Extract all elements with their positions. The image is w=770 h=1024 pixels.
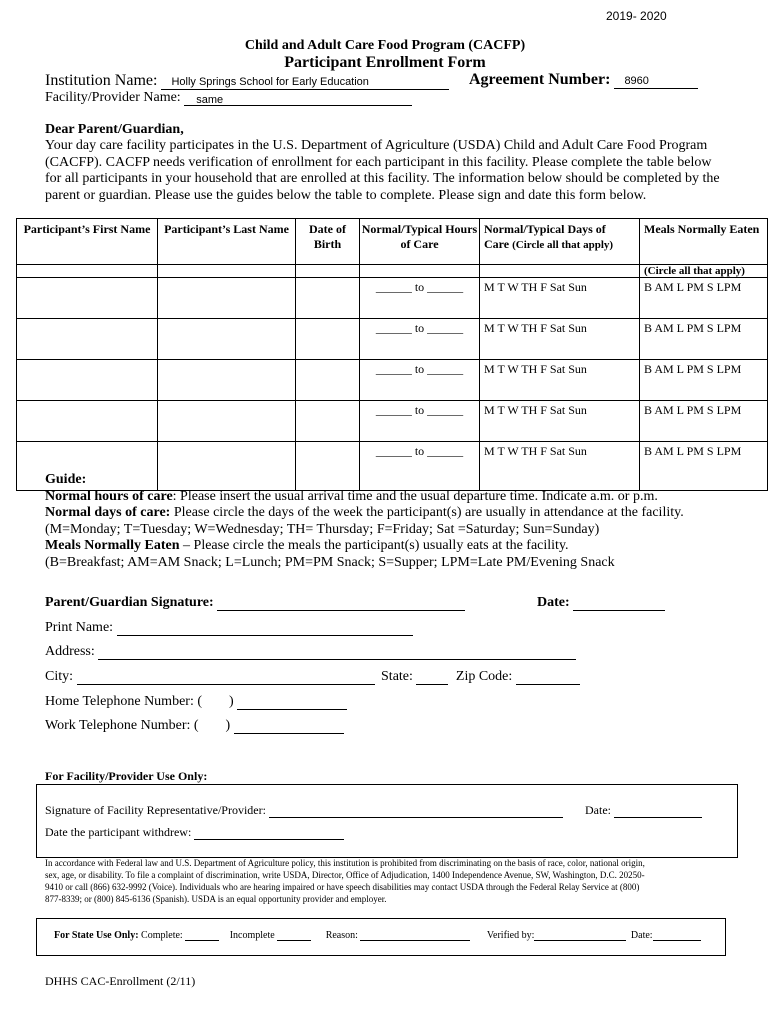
form-title: Participant Enrollment Form [284,54,486,71]
state-reason-label: Reason: [325,930,358,941]
institution-value: Holly Springs School for Early Education [171,76,369,88]
hours-text: ______ to ______ [375,362,464,376]
meals-cell[interactable] [640,360,768,401]
work-phone-row [45,718,344,734]
print-name-row [45,620,413,636]
days-text: M T W TH F Sat Sun [484,362,587,376]
days-cell[interactable] [480,278,640,319]
hours-text: ______ to ______ [375,321,464,335]
state-use-label: For State Use Only: [54,930,139,941]
disclaimer [45,857,645,905]
home-phone-paren: ) [229,694,234,709]
header-meals-label: Meals Normally Eaten [644,222,760,236]
institution-field[interactable] [161,75,449,90]
meals-text: B AM L PM S LPM [644,321,742,335]
guardian-date-label: Date: [537,595,570,610]
first-name-cell[interactable] [17,401,158,442]
address-row [45,644,576,660]
facility-use-box [36,784,738,858]
header-dob: Date of Birth [296,219,360,265]
city-row [45,669,580,685]
last-name-cell[interactable] [158,360,296,401]
hours-cell[interactable] [360,319,480,360]
form-code: DHHS CAC-Enrollment (2/11) [45,974,196,988]
guide-hours-label: Normal hours of care [45,488,173,504]
disclaimer-line: 877-8339; or (800) 845-6136 (Spanish). USDA is an equal opportunity provider and employer. [45,894,387,904]
meals-text: B AM L PM S LPM [644,444,742,458]
guide-days [45,505,684,522]
guide-days-text: Please circle the days of the week the participant(s) are usually in attendance at the facility. [170,505,684,521]
agreement-value: 8960 [624,75,649,87]
withdrew-row [45,825,344,840]
days-text: M T W TH F Sat Sun [484,403,587,417]
state-verified-label: Verified by: [486,930,535,941]
meals-cell[interactable] [640,319,768,360]
dob-cell[interactable] [296,319,360,360]
work-phone-field[interactable] [234,721,344,734]
address-field[interactable] [98,647,576,660]
home-area-code-field[interactable] [206,698,226,710]
work-phone-label: Work Telephone Number: ( [45,718,199,733]
letter-line: parent or guardian. Please use the guides below the table to complete. Please sign and date this form below. [45,187,647,203]
print-name-field[interactable] [117,623,413,636]
guide-days-label: Normal days of care: [45,505,171,521]
work-phone-paren: ) [225,718,231,733]
first-name-cell[interactable] [17,319,158,360]
facility-label: Facility/Provider Name: [45,90,181,105]
work-area-code-field[interactable] [202,722,222,734]
letter-line: Your day care facility participates in the U.S. Department of Agriculture (USDA) Child and Adult Care Food Program [45,138,708,153]
hours-text: ______ to ______ [375,280,464,294]
agreement-label: Agreement Number: [469,71,611,88]
header-first-name: Participant’s First Name [17,219,158,265]
hours-cell[interactable] [360,360,480,401]
address-label: Address: [45,644,95,659]
disclaimer-line: In accordance with Federal law and U.S. Department of Agriculture policy, this institution is prohibited from discriminating on the basis of race, color, national origin, [45,858,645,868]
facility-sig-row [45,803,563,818]
state-incomplete-label: Incomplete [229,930,275,941]
state-use-row [54,930,701,941]
guide-hours [45,489,684,506]
program-title: Child and Adult Care Food Program (CACFP) [244,38,526,53]
city-field[interactable] [77,672,375,685]
guide-title: Guide: [45,472,87,487]
home-phone-label: Home Telephone Number: ( [45,694,202,709]
meals-text: B AM L PM S LPM [644,280,742,294]
days-text: M T W TH F Sat Sun [484,444,587,458]
agreement-field[interactable] [614,74,698,89]
state-verified-field[interactable] [534,931,626,941]
facility-use-title: For Facility/Provider Use Only: [45,769,208,783]
table-subheader-row [17,265,768,278]
header-days-label: Normal/Typical Days of [484,222,606,236]
table-row [17,360,768,401]
table-row [17,401,768,442]
institution-label: Institution Name: [45,72,158,89]
state-field[interactable] [416,672,448,685]
header-days-circle: (Circle all that apply) [512,239,614,251]
dob-cell[interactable] [296,401,360,442]
hours-cell[interactable] [360,278,480,319]
table-header-row [17,219,768,265]
guide-hours-text: : Please insert the usual arrival time and the usual departure time. Indicate a.m. or p.m. [172,488,658,504]
zip-field[interactable] [516,672,580,685]
guardian-date-field[interactable] [573,598,665,611]
home-phone-row [45,694,347,710]
days-cell[interactable] [480,319,640,360]
days-cell[interactable] [480,401,640,442]
days-text: M T W TH F Sat Sun [484,321,587,335]
city-label: City: [45,669,74,684]
facility-date-field[interactable] [614,806,702,818]
header-meals [640,219,768,265]
first-name-cell[interactable] [17,360,158,401]
state-complete-field[interactable] [185,931,219,941]
hours-cell[interactable] [360,401,480,442]
meals-cell[interactable] [640,278,768,319]
guide-section [45,472,684,572]
meals-text: B AM L PM S LPM [644,403,742,417]
facility-sig-label: Signature of Facility Representative/Provider: [45,803,266,817]
guide-meals-label: Meals Normally Eaten [45,538,180,554]
table-row [17,278,768,319]
guide-meals-legend: (B=Breakfast; AM=AM Snack; L=Lunch; PM=PM Snack; S=Supper; LPM=Late PM/Evening Snack [45,554,615,570]
guardian-signature-field[interactable] [217,598,465,611]
dob-cell[interactable] [296,360,360,401]
meals-cell[interactable] [640,401,768,442]
facility-field[interactable] [184,93,412,106]
facility-date-row [585,803,702,818]
header-meals-circle: (Circle all that apply) [640,265,768,278]
state-label: State: [381,669,413,684]
state-incomplete-field[interactable] [277,931,311,941]
last-name-cell[interactable] [158,401,296,442]
hours-text: ______ to ______ [375,444,464,458]
guardian-signature-label: Parent/Guardian Signature: [45,595,214,610]
guardian-signature-row [45,595,465,611]
guide-meals [45,538,684,555]
header-hours: Normal/Typical Hours of Care [360,219,480,265]
letter-body [45,138,720,204]
last-name-cell[interactable] [158,319,296,360]
institution-row [45,72,449,90]
guardian-date-row [537,595,665,611]
form-year: 2019- 2020 [606,9,667,23]
hours-text: ______ to ______ [375,403,464,417]
salutation: Dear Parent/Guardian, [45,122,184,137]
guide-days-legend: (M=Monday; T=Tuesday; W=Wednesday; TH= Thursday; F=Friday; Sat =Saturday; Sun=Sunday) [45,521,600,537]
facility-row [45,90,412,106]
last-name-cell[interactable] [158,278,296,319]
withdrew-label: Date the participant withdrew: [45,825,192,839]
guide-meals-text: – Please circle the meals the participant(s) usually eats at the facility. [179,538,569,554]
facility-date-label: Date: [585,803,611,817]
facility-sig-field[interactable] [269,806,563,818]
state-reason-field[interactable] [360,931,470,941]
table-row [17,319,768,360]
agreement-row [469,71,698,89]
dob-cell[interactable] [296,278,360,319]
print-name-label: Print Name: [45,620,114,635]
header-last-name: Participant’s Last Name [158,219,296,265]
header-days [480,219,640,265]
meals-text: B AM L PM S LPM [644,362,742,376]
home-phone-field[interactable] [237,697,347,710]
facility-value: same [196,94,224,106]
days-cell[interactable] [480,360,640,401]
letter-line: for all participants in your household that are enrolled at this facility. The information below should be completed by the [45,171,720,186]
letter-line: (CACFP). CACFP needs verification of enrollment for each participant in this facility. Please complete the table below [45,154,712,170]
disclaimer-line: 9410 or call (866) 632-9992 (Voice). Individuals who are hearing impaired or have speech disabilities may contact USDA through the Federal Relay Service at (800) [45,882,640,892]
participant-table [16,218,768,491]
state-complete-label: Complete: [141,930,183,941]
zip-label: Zip Code: [455,669,513,684]
withdrew-field[interactable] [194,828,344,840]
first-name-cell[interactable] [17,278,158,319]
days-text: M T W TH F Sat Sun [484,280,587,294]
disclaimer-line: sex, age, or disability. To file a complaint of discrimination, write USDA, Director, Office of Adjudication, 1400 Independence Avenue, SW, Washington, D.C. 20250- [45,870,645,880]
state-date-label: Date: [630,930,653,941]
header-days-care: Care [484,237,510,251]
state-date-field[interactable] [653,931,701,941]
